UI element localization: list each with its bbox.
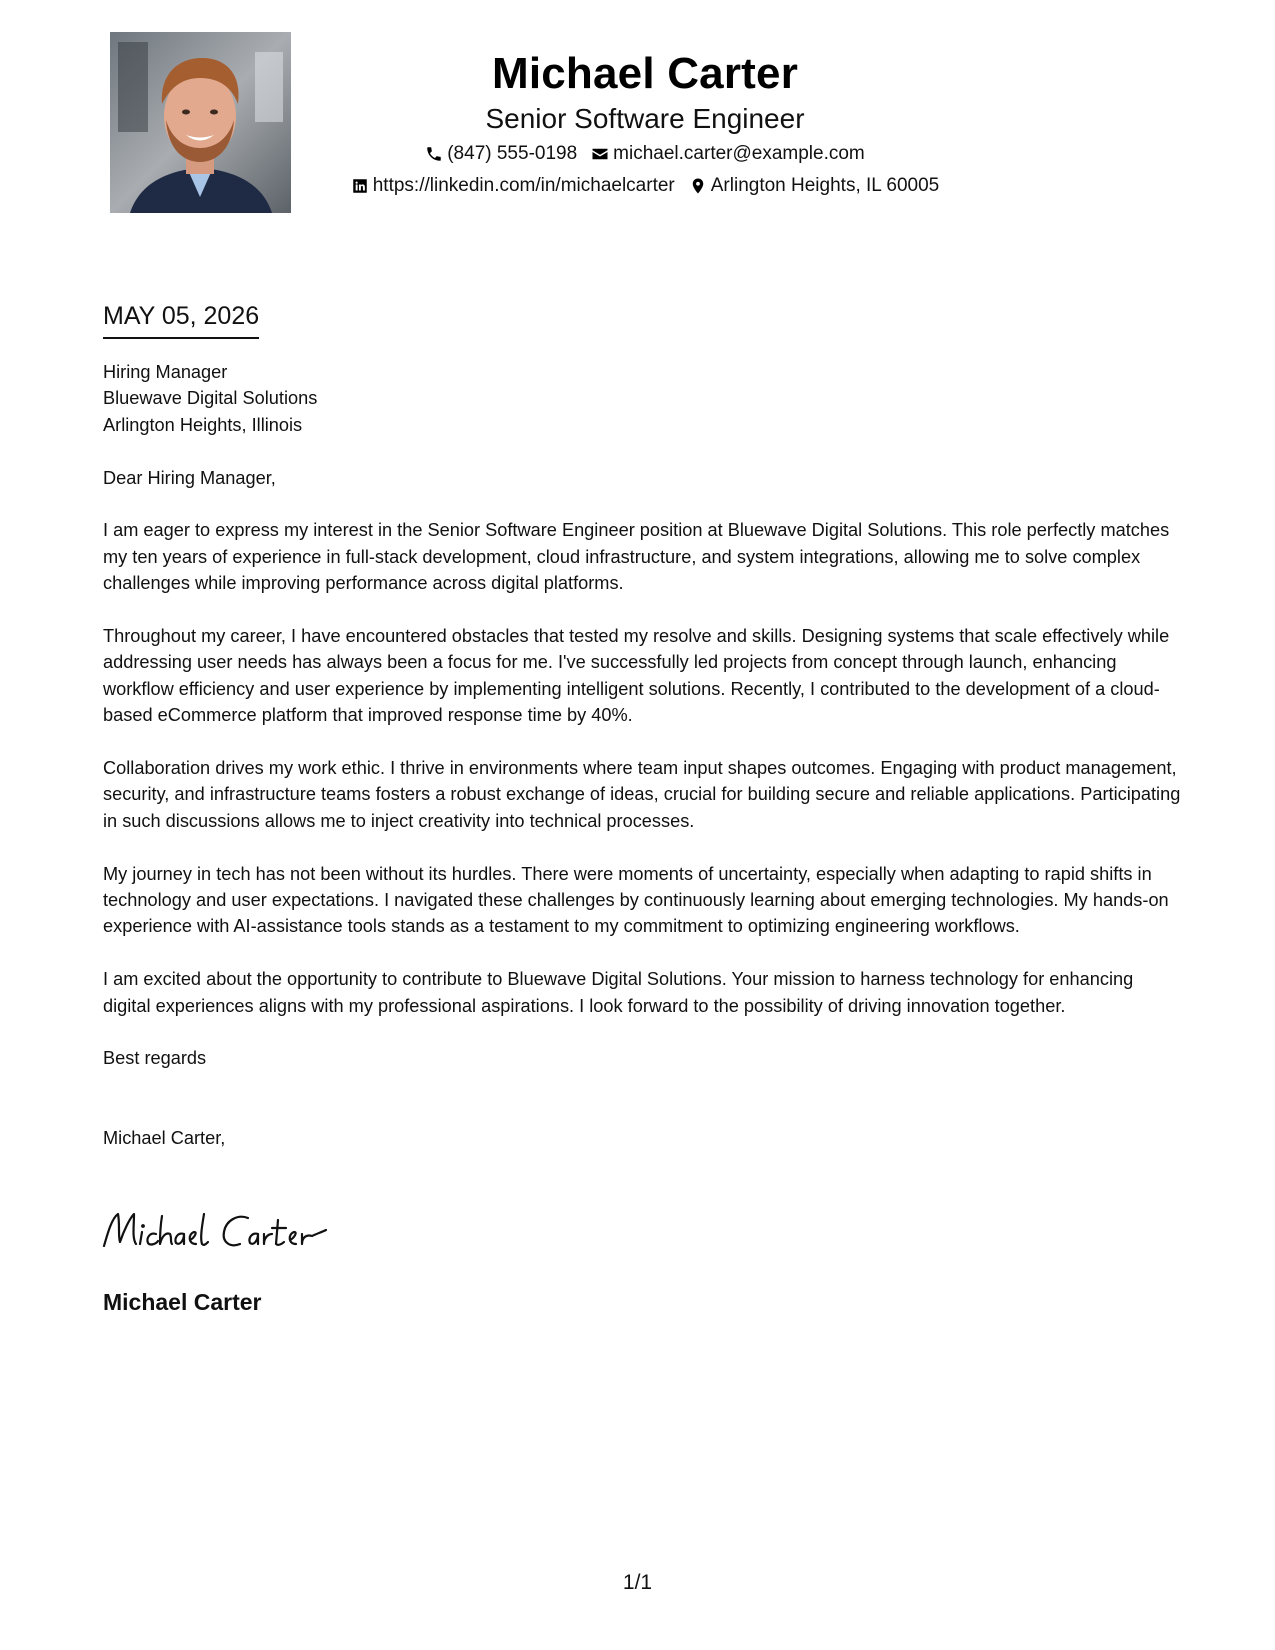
email-text: michael.carter@example.com (613, 143, 865, 164)
recipient-title: Hiring Manager (103, 362, 228, 382)
page-number: 1/1 (622, 1571, 653, 1594)
map-pin-icon (689, 177, 707, 195)
location-text: Arlington Heights, IL 60005 (710, 175, 940, 196)
sign-off-name: Michael Carter, (103, 1127, 226, 1148)
footer-name: Michael Carter (103, 1289, 262, 1315)
paragraph-3: Collaboration drives my work ethic. I thrive in environments where team input shapes outcomes. Engaging with product management, security, and infrastructure teams fosters a robust exchange of ideas, crucial for building secure and reliable applications. Participating in such discussions allows me to inject creativity into technical processes. (103, 758, 1181, 831)
linkedin-icon (351, 177, 369, 195)
contact-linkedin[interactable] (351, 174, 675, 198)
contact-email[interactable] (591, 142, 865, 166)
job-title: Senior Software Engineer (485, 103, 805, 134)
contact-phone[interactable] (425, 142, 577, 166)
envelope-icon (591, 145, 609, 163)
salutation: Dear Hiring Manager, (103, 467, 276, 488)
linkedin-text: https://linkedin.com/in/michaelcarter (372, 175, 675, 196)
recipient-block (103, 359, 1183, 438)
phone-icon (425, 145, 443, 163)
contact-row-primary (300, 142, 990, 166)
header-block (300, 46, 990, 198)
paragraph-4: My journey in tech has not been without its hurdles. There were moments of uncertainty, especially when adapting to rapid shifts in technology and user expectations. I navigated these challenges by continuously learning about emerging technologies. My hands-on experience with AI-assistance tools stands as a testament to my commitment to optimizing engineering workflows. (103, 863, 1169, 937)
recipient-company: Bluewave Digital Solutions (103, 388, 318, 409)
paragraph-1: I am eager to express my interest in the Senior Software Engineer position at Bluewave Digital Solutions. This role perfectly matches my ten years of experience in full-stack development, cloud infrastructure, and system integrations, allowing me to solve complex challenges while improving performance across digital platforms. (103, 520, 1170, 594)
recipient-location: Arlington Heights, Illinois (103, 414, 303, 435)
phone-text: (847) 555-0198 (447, 143, 578, 164)
contact-row-secondary (300, 174, 990, 198)
contact-location (689, 174, 940, 198)
applicant-name: Michael Carter (491, 49, 799, 98)
letter-date: MAY 05, 2026 (103, 300, 259, 339)
paragraph-2: Throughout my career, I have encountered obstacles that tested my resolve and skills. Designing systems that scale effectively while addressing user needs has always been a focus for me. I've successfully led projects from concept through launch, enhancing workflow efficiency and user experience by implementing intelligent solutions. Recently, I contributed to the development of a cloud-based eCommerce platform that improved response time by 40%. (103, 626, 1170, 726)
handwritten-signature (100, 1206, 340, 1254)
profile-photo (110, 32, 291, 213)
closing: Best regards (103, 1048, 207, 1069)
paragraph-5: I am excited about the opportunity to contribute to Bluewave Digital Solutions. Your mission to harness technology for enhancing digital experiences aligns with my professional aspirations. I look forward to the possibility of driving innovation together. (103, 969, 1134, 1016)
letter-body (103, 359, 1183, 1151)
